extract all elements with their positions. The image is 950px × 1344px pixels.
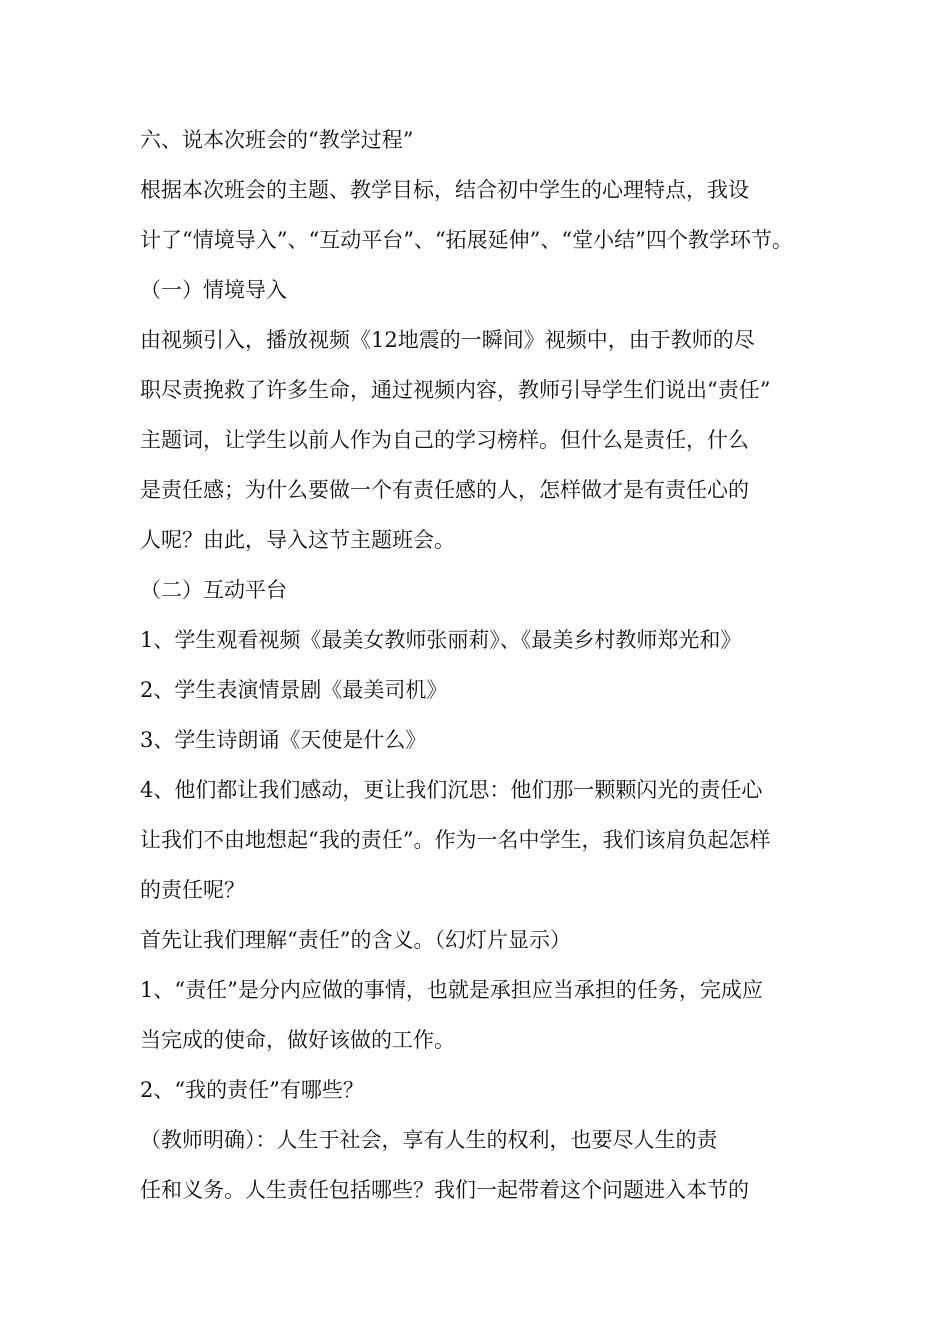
paragraph-line: 当完成的使命，做好该做的工作。 (140, 1028, 455, 1052)
paragraph-line: （教师明确）：人生于社会，享有人生的权利，也要尽人生的责 (140, 1128, 718, 1152)
paragraph-line: 任和义务。人生责任包括哪些？我们一起带着这个问题进入本节的 (140, 1178, 749, 1202)
list-item: 2、学生表演情景剧《最美司机》 (140, 678, 448, 702)
list-item: 1、学生观看视频《最美女教师张丽莉》、《最美乡村教师郑光和》 (140, 628, 742, 652)
subsection-heading: （二）互动平台 (140, 578, 287, 602)
paragraph-line: 人呢？由此，导入这节主题班会。 (140, 528, 455, 552)
paragraph-line: 让我们不由地想起“我的责任”。作为一名中学生，我们该肩负起怎样 (140, 828, 771, 852)
paragraph-line: 职尽责挽救了许多生命，通过视频内容，教师引导学生们说出“责任” (140, 378, 771, 402)
paragraph-line: 是责任感；为什么要做一个有责任感的人，怎样做才是有责任心的 (140, 478, 749, 502)
list-item: 2、“我的责任”有哪些？ (140, 1078, 364, 1102)
section-heading: 六、说本次班会的“教学过程” (140, 128, 414, 152)
paragraph-line: 由视频引入，播放视频《12地震的一瞬间》视频中，由于教师的尽 (140, 328, 755, 352)
paragraph-line: 的责任呢？ (140, 878, 245, 902)
paragraph-line: 根据本次班会的主题、教学目标，结合初中学生的心理特点，我设 (140, 178, 749, 202)
list-item: 1、“责任”是分内应做的事情，也就是承担应当承担的任务，完成应 (140, 978, 763, 1002)
paragraph-line: 主题词，让学生以前人作为自己的学习榜样。但什么是责任，什么 (140, 428, 749, 452)
subsection-heading: （一）情境导入 (140, 278, 287, 302)
paragraph-line: 首先让我们理解“责任”的含义。（幻灯片显示） (140, 928, 571, 952)
list-item: 4、他们都让我们感动，更让我们沉思：他们那一颗颗闪光的责任心 (140, 778, 763, 802)
paragraph-line: 计了“情境导入”、“互动平台”、“拓展延伸”、“堂小结”四个教学环节。 (140, 228, 793, 252)
list-item: 3、学生诗朗诵《天使是什么》 (140, 728, 427, 752)
